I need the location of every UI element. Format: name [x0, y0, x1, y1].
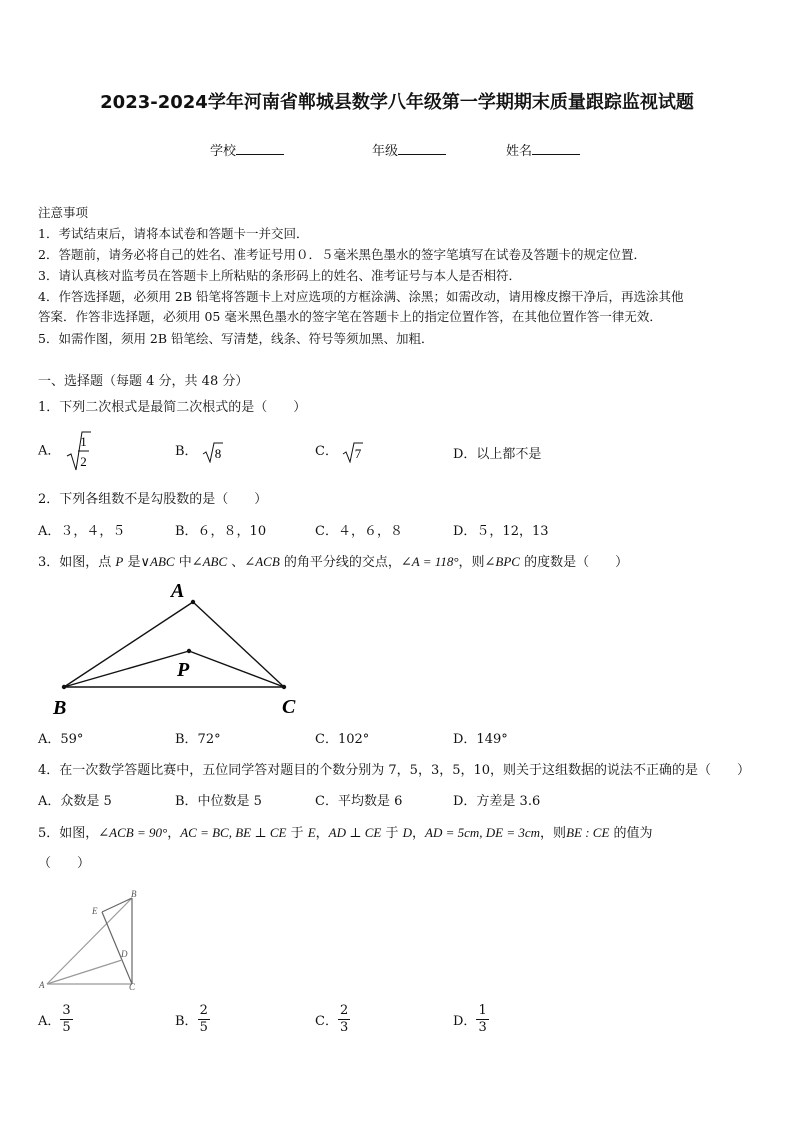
fraction-num: 1 [478, 1003, 487, 1018]
q5-stem-text: ， [412, 826, 426, 841]
segment-ab [47, 898, 132, 984]
q3-stem-text: 中 [174, 555, 192, 570]
segment-bp [64, 651, 189, 687]
q5-math: AD ⊥ CE [328, 825, 382, 840]
grade-label: 年级 [372, 144, 399, 159]
label-c: C [282, 696, 296, 718]
q1-a-den: 2 [79, 454, 87, 469]
q5-option-a[interactable] [38, 1003, 73, 1036]
q3-option-c[interactable]: C．102° [315, 732, 370, 747]
label-p: P [177, 659, 190, 681]
fraction-num: 2 [339, 1003, 349, 1018]
fraction-den: 3 [478, 1020, 487, 1035]
q3-option-a[interactable]: A．59° [38, 732, 84, 747]
label-d: D [121, 949, 128, 959]
sqrt-symbol-icon [65, 430, 91, 472]
q2-option-a[interactable]: A．３，４，５ [38, 524, 126, 539]
q5-option-b[interactable] [175, 1003, 210, 1036]
note-item: 答案．作答非选择题，必须用 05 毫米黑色墨水的签字笔在答题卡上的指定位置作答，在其他位置作答一律无效． [38, 309, 662, 324]
q3-stem [38, 551, 628, 570]
q4-option-d[interactable]: D．方差是 3.6 [453, 794, 541, 809]
segment-pc [189, 651, 284, 687]
q1-option-b[interactable] [175, 440, 224, 463]
point-c [282, 685, 286, 689]
page-title: 2023-2024学年河南省郸城县数学八年级第一学期期末质量跟踪监视试题 [100, 92, 694, 113]
name-blank[interactable] [532, 141, 580, 155]
q1-a-num: 1 [79, 434, 87, 449]
q1-b-rad: 8 [214, 445, 221, 461]
section-heading: 一、选择题（每题 4 分，共 48 分） [38, 374, 249, 389]
q5-option-c[interactable] [315, 1003, 350, 1036]
q5-d-label: D． [453, 1014, 477, 1029]
q5-stem-text: 的值为 [609, 826, 653, 841]
notes-heading: 注意事项 [38, 205, 89, 220]
q1-a-label: A． [38, 443, 61, 459]
q4-stem: 4．在一次数学答题比赛中，五位同学答对题目的个数分别为 7，5，3，5，10，则关于这组数据的说法不正确的是（ ） [38, 763, 751, 778]
q5-math: BE : CE [566, 825, 610, 840]
q2-option-b[interactable]: B．６，８，10 [175, 524, 267, 539]
label-b: B [131, 889, 137, 899]
point-b [62, 685, 66, 689]
fraction [476, 1003, 488, 1036]
q3-stem-text: 、 [227, 555, 245, 570]
fraction [338, 1003, 350, 1036]
grade-field[interactable] [372, 140, 446, 159]
segment-eb [102, 898, 132, 912]
q3-math: ∠ABC [191, 554, 228, 569]
fraction-num: 2 [199, 1003, 208, 1018]
q1-option-d[interactable]: D．以上都不是 [453, 447, 542, 462]
label-c: C [129, 982, 136, 992]
point-a [191, 600, 195, 604]
q5-stem [38, 822, 653, 841]
sqrt-symbol-icon [202, 441, 224, 463]
q1-stem: 1．下列二次根式是最简二次根式的是（ ） [38, 400, 307, 415]
q1-option-c[interactable] [315, 440, 364, 463]
q2-stem: 2．下列各组数不是勾股数的是（ ） [38, 492, 268, 507]
note-item: 4．作答选择题，必须用 2B 铅笔将答题卡上对应选项的方框涂满、涂黑；如需改动，请用橡皮擦干净后，再选涂其他 [38, 289, 684, 304]
q5-figure [36, 886, 146, 994]
q5-stem-text: 于 [286, 826, 308, 841]
q3-option-b[interactable]: B．72° [175, 732, 221, 747]
note-item: 1．考试结束后，请将本试卷和答题卡一并交回． [38, 226, 309, 241]
q5-math: E [307, 825, 316, 840]
q3-math: ∨ABC [140, 554, 175, 569]
q5-stem-text: 5．如图， [38, 826, 99, 841]
school-blank[interactable] [236, 141, 284, 155]
fraction-den: 5 [199, 1020, 208, 1035]
q5-stem-text: ， [167, 826, 181, 841]
q3-stem-text: 的度数是（ ） [519, 555, 629, 570]
school-field[interactable] [210, 140, 284, 159]
q1-c-label: C． [315, 444, 338, 459]
q3-stem-text: 的角平分线的交点， [279, 555, 401, 570]
q1-option-a[interactable] [38, 430, 91, 472]
q5-stem-text: ， [315, 826, 329, 841]
q1-c-rad: 7 [354, 445, 362, 461]
q2-option-c[interactable]: C．４，６，８ [315, 524, 403, 539]
q1-b-label: B． [175, 444, 198, 459]
segment-ce [102, 912, 132, 984]
q3-stem-text: ，则 [458, 555, 485, 570]
label-e: E [92, 906, 98, 916]
fraction [198, 1003, 210, 1036]
name-field[interactable] [506, 140, 580, 159]
q3-math: ∠A = 118° [400, 554, 459, 569]
q5-paren: （ ） [38, 856, 91, 871]
fraction-num: 3 [62, 1003, 71, 1018]
school-label: 学校 [210, 144, 237, 159]
q4-option-b[interactable]: B．中位数是 5 [175, 794, 262, 809]
q3-stem-text: 3．如图，点 [38, 555, 116, 570]
q5-stem-text: ，则 [540, 826, 567, 841]
q5-b-label: B． [175, 1014, 198, 1029]
q5-option-d[interactable] [453, 1003, 489, 1036]
label-b: B [53, 697, 67, 719]
q3-math: ∠ACB [244, 554, 280, 569]
q4-option-a[interactable]: A．众数是 5 [38, 794, 112, 809]
point-p [187, 649, 191, 653]
q5-math: D [402, 825, 412, 840]
q4-option-c[interactable]: C．平均数是 6 [315, 794, 403, 809]
label-a: A [171, 580, 185, 602]
segment-ac [193, 602, 284, 687]
sqrt-symbol-icon [342, 441, 364, 463]
q5-c-label: C． [315, 1014, 338, 1029]
label-a: A [39, 980, 45, 990]
segment-ab [64, 602, 193, 687]
q5-math: AD = 5cm, DE = 3cm [425, 825, 541, 840]
fraction [60, 1003, 72, 1036]
q3-stem-text: 是 [123, 555, 141, 570]
q5-math: AC = BC, BE ⊥ CE [180, 825, 287, 840]
note-item: 2．答题前，请务必将自己的姓名、准考证号用０．５毫米黑色墨水的签字笔填写在试卷及答题卡的规定位置． [38, 247, 646, 262]
q3-triangle-figure [40, 575, 320, 720]
q3-math: P [115, 554, 124, 569]
q5-stem-text: 于 [381, 826, 403, 841]
grade-blank[interactable] [398, 141, 446, 155]
note-item: 5．如需作图，须用 2B 铅笔绘、写清楚，线条、符号等须加黑、加粗． [38, 331, 434, 346]
q5-a-label: A． [38, 1014, 61, 1029]
note-item: 3．请认真核对监考员在答题卡上所粘贴的条形码上的姓名、准考证号与本人是否相符． [38, 268, 521, 283]
name-label: 姓名 [506, 144, 533, 159]
fraction-den: 3 [339, 1020, 349, 1035]
q3-math: ∠BPC [484, 554, 520, 569]
q3-option-d[interactable]: D．149° [453, 732, 508, 747]
q5-math: ∠ACB = 90° [98, 825, 168, 840]
q2-option-d[interactable]: D．５，12，13 [453, 524, 549, 539]
fraction-den: 5 [62, 1020, 71, 1035]
